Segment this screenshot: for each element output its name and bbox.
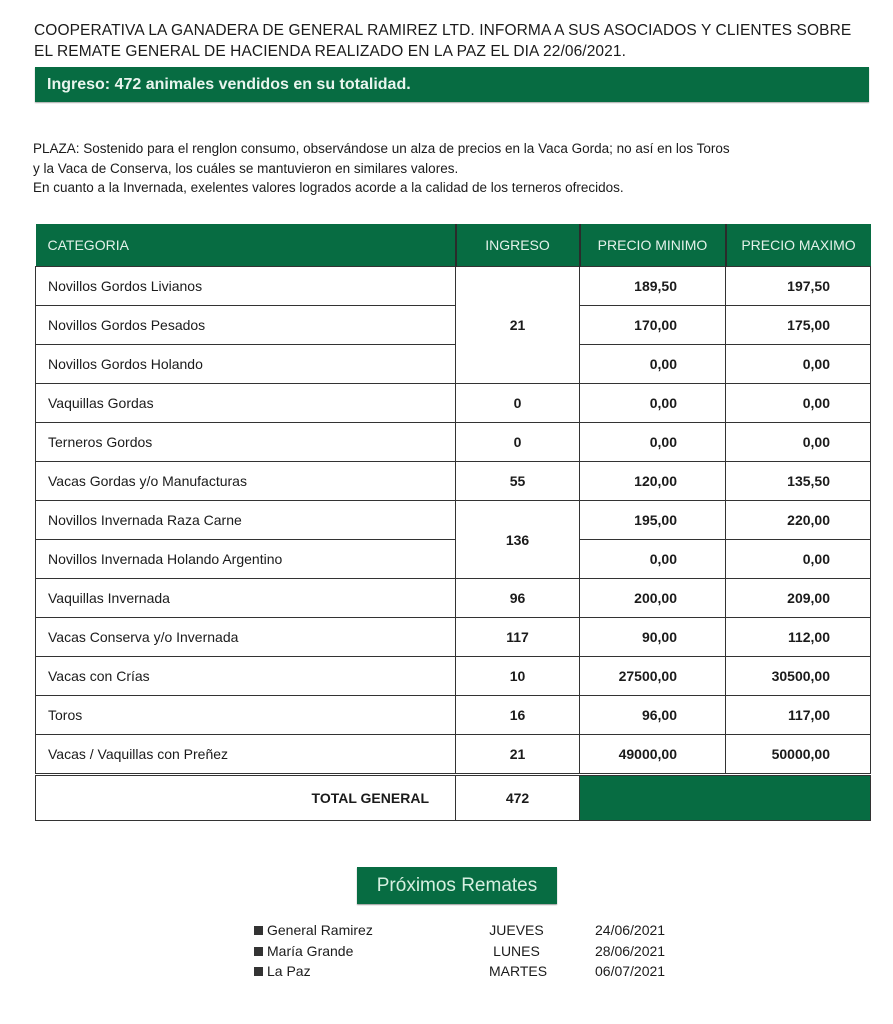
precio-min-cell: 27500,00 xyxy=(580,657,726,696)
remate-date: 06/07/2021 xyxy=(595,963,666,979)
precio-max-cell: 0,00 xyxy=(726,540,871,579)
total-row xyxy=(36,775,871,821)
header-precio-maximo: PRECIO MAXIMO xyxy=(726,224,871,267)
total-label: TOTAL GENERAL xyxy=(36,775,456,821)
table-row xyxy=(36,579,871,618)
header-line-2: EL REMATE GENERAL DE HACIENDA REALIZADO EN LA PAZ EL DIA 22/06/2021. xyxy=(34,43,627,60)
precio-min-cell: 0,00 xyxy=(580,423,726,462)
table-row xyxy=(36,423,871,462)
ingreso-cell: 16 xyxy=(456,696,580,735)
header-categoria: CATEGORIA xyxy=(36,224,456,267)
square-bullet-icon xyxy=(254,926,263,935)
precio-max-cell: 197,50 xyxy=(726,267,871,306)
precio-max-cell: 209,00 xyxy=(726,579,871,618)
categoria-cell: Vacas Gordas y/o Manufacturas xyxy=(36,462,456,501)
table-row xyxy=(36,345,871,384)
table-row xyxy=(36,384,871,423)
remate-place: María Grande xyxy=(267,942,354,959)
remate-day: LUNES xyxy=(493,942,540,959)
header-precio-minimo: PRECIO MINIMO xyxy=(580,224,726,267)
ingreso-cell: 21 xyxy=(456,735,580,775)
ingreso-banner: Ingreso: 472 animales vendidos en su totalidad. xyxy=(35,67,869,102)
categoria-cell: Novillos Invernada Holando Argentino xyxy=(36,540,456,579)
plaza-line-1: PLAZA: Sostenido para el renglon consumo, observándose un alza de precios en la Vaca Gorda; no así en los Toros xyxy=(33,141,730,156)
precio-max-cell: 117,00 xyxy=(726,696,871,735)
precio-min-cell: 0,00 xyxy=(580,345,726,384)
remate-day: JUEVES xyxy=(489,922,544,938)
table-row xyxy=(36,618,871,657)
remate-place: General Ramirez xyxy=(267,922,373,938)
table-row xyxy=(36,540,871,579)
categoria-cell: Novillos Invernada Raza Carne xyxy=(36,501,456,540)
remate-date: 24/06/2021 xyxy=(595,922,666,938)
square-bullet-icon xyxy=(254,967,263,976)
ingreso-cell: 136 xyxy=(456,501,580,579)
ingreso-cell: 0 xyxy=(456,423,580,462)
proximos-remates-title: Próximos Remates xyxy=(357,867,557,904)
table-row xyxy=(36,657,871,696)
categoria-cell: Novillos Gordos Pesados xyxy=(36,306,456,345)
precio-max-cell: 30500,00 xyxy=(726,657,871,696)
list-item xyxy=(254,963,694,984)
table-row xyxy=(36,462,871,501)
categoria-cell: Vaquillas Invernada xyxy=(36,579,456,618)
table-row xyxy=(36,306,871,345)
precio-max-cell: 0,00 xyxy=(726,345,871,384)
precio-min-cell: 200,00 xyxy=(580,579,726,618)
table-row xyxy=(36,501,871,540)
ingreso-cell: 21 xyxy=(456,267,580,384)
table-row xyxy=(36,267,871,306)
categoria-cell: Novillos Gordos Livianos xyxy=(36,267,456,306)
remate-date: 28/06/2021 xyxy=(595,942,666,959)
categoria-cell: Vaquillas Gordas xyxy=(36,384,456,423)
categoria-cell: Vacas / Vaquillas con Preñez xyxy=(36,735,456,775)
table-row xyxy=(36,735,871,775)
header-line-1: COOPERATIVA LA GANADERA DE GENERAL RAMIREZ LTD. INFORMA A SUS ASOCIADOS Y CLIENTES SOBRE xyxy=(34,22,852,39)
precio-max-cell: 220,00 xyxy=(726,501,871,540)
precio-max-cell: 112,00 xyxy=(726,618,871,657)
total-value: 472 xyxy=(456,775,580,821)
precio-min-cell: 195,00 xyxy=(580,501,726,540)
categoria-cell: Terneros Gordos xyxy=(36,423,456,462)
report-header xyxy=(34,20,874,62)
ingreso-cell: 117 xyxy=(456,618,580,657)
ingreso-cell: 10 xyxy=(456,657,580,696)
categoria-cell: Toros xyxy=(36,696,456,735)
header-ingreso: INGRESO xyxy=(456,224,580,267)
categoria-cell: Vacas con Crías xyxy=(36,657,456,696)
precio-max-cell: 135,50 xyxy=(726,462,871,501)
list-item xyxy=(254,922,694,943)
table-row xyxy=(36,696,871,735)
precio-max-cell: 0,00 xyxy=(726,423,871,462)
plaza-line-3: En cuanto a la Invernada, exelentes valores logrados acorde a la calidad de los terneros ofrecidos. xyxy=(33,180,624,195)
total-green-fill xyxy=(580,775,871,821)
ingreso-cell: 96 xyxy=(456,579,580,618)
categoria-cell: Novillos Gordos Holando xyxy=(36,345,456,384)
remate-place: La Paz xyxy=(267,963,311,979)
list-item xyxy=(254,943,694,964)
precio-min-cell: 49000,00 xyxy=(580,735,726,775)
precio-min-cell: 120,00 xyxy=(580,462,726,501)
plaza-summary xyxy=(33,139,873,198)
categoria-cell: Vacas Conserva y/o Invernada xyxy=(36,618,456,657)
precio-max-cell: 50000,00 xyxy=(726,735,871,775)
ingreso-cell: 55 xyxy=(456,462,580,501)
precio-min-cell: 90,00 xyxy=(580,618,726,657)
table-header-row xyxy=(36,224,871,267)
precio-min-cell: 0,00 xyxy=(580,540,726,579)
remate-day: MARTES xyxy=(489,963,548,979)
ingreso-cell: 0 xyxy=(456,384,580,423)
precio-max-cell: 0,00 xyxy=(726,384,871,423)
precio-max-cell: 175,00 xyxy=(726,306,871,345)
results-table xyxy=(35,224,871,821)
precio-min-cell: 96,00 xyxy=(580,696,726,735)
precio-min-cell: 0,00 xyxy=(580,384,726,423)
precio-min-cell: 189,50 xyxy=(580,267,726,306)
precio-min-cell: 170,00 xyxy=(580,306,726,345)
plaza-line-2: y la Vaca de Conserva, los cuáles se mantuvieron en similares valores. xyxy=(33,160,459,176)
proximos-remates-list xyxy=(254,922,694,984)
square-bullet-icon xyxy=(254,947,263,956)
